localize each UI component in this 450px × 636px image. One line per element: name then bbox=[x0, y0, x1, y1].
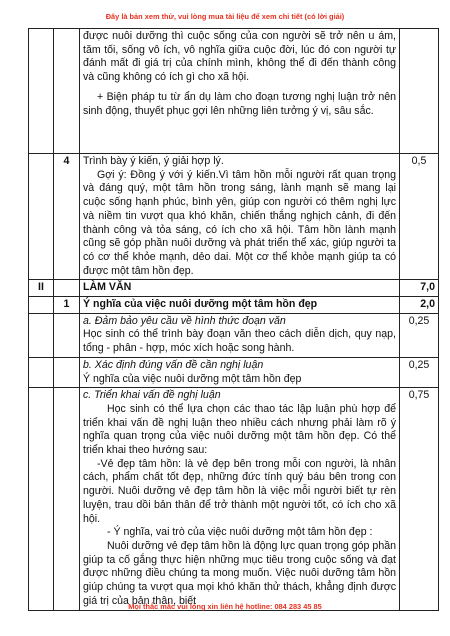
col-section bbox=[29, 29, 54, 154]
table-row bbox=[29, 280, 439, 297]
col-question bbox=[54, 29, 80, 154]
criterion-heading: b. Xác định đúng vấn đề cần nghị luận bbox=[83, 358, 264, 371]
hotline-notice: Mọi thắc mắc vui lòng xin liên hệ hotline: 084 283 45 85 bbox=[128, 602, 322, 611]
criterion-heading: c. Triển khai vấn đề nghị luận bbox=[83, 389, 221, 402]
answer-cell bbox=[80, 388, 400, 610]
preview-notice: Đây là bản xem thử, vui lòng mua tài liệu để xem chi tiết (có lời giải) bbox=[105, 12, 345, 21]
col-section bbox=[29, 297, 54, 314]
question-number: 1 bbox=[54, 297, 80, 314]
col-section bbox=[29, 388, 54, 610]
score-value: 0,25 bbox=[400, 357, 439, 387]
col-section bbox=[29, 154, 54, 280]
score-value: 7,0 bbox=[400, 280, 439, 297]
col-section bbox=[29, 357, 54, 387]
answer-text: được nuôi dưỡng thì cuộc sống của con người sẽ trở nên u ám, tăm tối, sống vô ích, vô nghĩa giữa cuộc đời, lúc đó con người tự đánh mất đi giá trị của chính mình, không thể đi đến thành công và cũng không có ích gì cho xã hội. bbox=[83, 30, 396, 84]
answer-text: -Vẻ đẹp tâm hồn: là vẻ đẹp bên trong mỗi con người, là nhân cách, phẩm chất tốt đẹp, những đức tính quý báu bên trong con người. Nuôi dưỡng vẻ đẹp tâm hồn là việc mỗi người biết tự rèn luyện, trau dồi bản thân để trở thành một người tốt, có ích cho xã hội. bbox=[83, 457, 396, 525]
answer-cell bbox=[80, 357, 400, 387]
answer-text: + Biện pháp tu từ ẩn dụ làm cho đoạn tương nghị luận trở nên sinh động, thuyết phục gợi lên những liên tưởng ý vị, sâu sắc. bbox=[83, 90, 396, 117]
col-question bbox=[54, 313, 80, 357]
answer-text: - Ý nghĩa, vai trò của việc nuôi dưỡng một tâm hồn đẹp : bbox=[107, 526, 373, 539]
answer-text: Ý nghĩa của việc nuôi dưỡng một tâm hồn đẹp bbox=[83, 372, 302, 385]
score-value: 0,5 bbox=[400, 154, 439, 280]
table-row bbox=[29, 154, 439, 280]
answer-cell bbox=[80, 313, 400, 357]
answer-cell bbox=[80, 29, 400, 154]
answer-title: Trình bày ý kiến, ý giải hợp lý. bbox=[83, 155, 224, 167]
col-question bbox=[54, 280, 80, 297]
question-title: Ý nghĩa của việc nuôi dưỡng một tâm hồn đẹp bbox=[80, 297, 400, 314]
answer-table bbox=[28, 28, 439, 611]
table-row bbox=[29, 313, 439, 357]
answer-text: Gợi ý: Đồng ý với ý kiến.Vì tâm hồn mỗi người rất quan trọng và đáng quý, một tâm hồn trong sáng, lành mạnh sẽ mang lại cuộc sống hạnh phúc, bình yên, giúp con người có thêm nghị lực và niềm tin vượt qua khó khăn, chiến thắng nghịch cảnh, đi đến thành công và tỏa sáng, có ích cho xã hội. Tâm hồn lành mạnh cũng sẽ góp phần nuôi dưỡng và phát triển thể xác, giúp người ta có cơ thể khỏe mạnh, dẻo dai. Một cơ thể khỏe mạnh giúp ta có được một tâm hồn đẹp. bbox=[83, 168, 396, 277]
answer-cell bbox=[80, 154, 400, 280]
answer-text: Học sinh có thể lựa chọn các thao tác lập luận phù hợp để triển khai vấn đề nghị luận theo nhiều cách nhưng phải làm rõ ý nghĩa quan trọng của việc nuôi dưỡng một tâm hồn đẹp. Có thể triển khai theo hướng sau: bbox=[83, 402, 396, 457]
question-number: 4 bbox=[54, 154, 80, 280]
criterion-heading: a. Đảm bảo yêu cầu về hình thức đoạn văn bbox=[83, 314, 286, 327]
answer-text: Học sinh có thể trình bày đoạn văn theo cách diễn dịch, quy nạp, tổng - phân - hợp, móc xích hoặc song hành. bbox=[83, 328, 396, 355]
table-row bbox=[29, 388, 439, 610]
table-row bbox=[29, 297, 439, 314]
table-row bbox=[29, 357, 439, 387]
score-cell bbox=[400, 29, 439, 154]
col-section bbox=[29, 313, 54, 357]
col-question bbox=[54, 388, 80, 610]
section-number: II bbox=[29, 280, 54, 297]
answer-text: Nuôi dưỡng vẻ đẹp tâm hồn là động lực quan trọng góp phần giúp ta cố gắng thực hiện những mục tiêu trong cuộc sống và đạt được những điều chúng ta mong muốn. Việc nuôi dưỡng tâm hồn giúp chúng ta vượt qua mọi khó khăn thử thách, khẳng định được giá trị của bản thân, biết bbox=[83, 539, 396, 607]
score-value: 2,0 bbox=[400, 297, 439, 314]
score-value: 0,75 bbox=[400, 388, 439, 610]
section-title: LÀM VĂN bbox=[80, 280, 400, 297]
col-question bbox=[54, 357, 80, 387]
table-row bbox=[29, 29, 439, 154]
score-value: 0,25 bbox=[400, 313, 439, 357]
